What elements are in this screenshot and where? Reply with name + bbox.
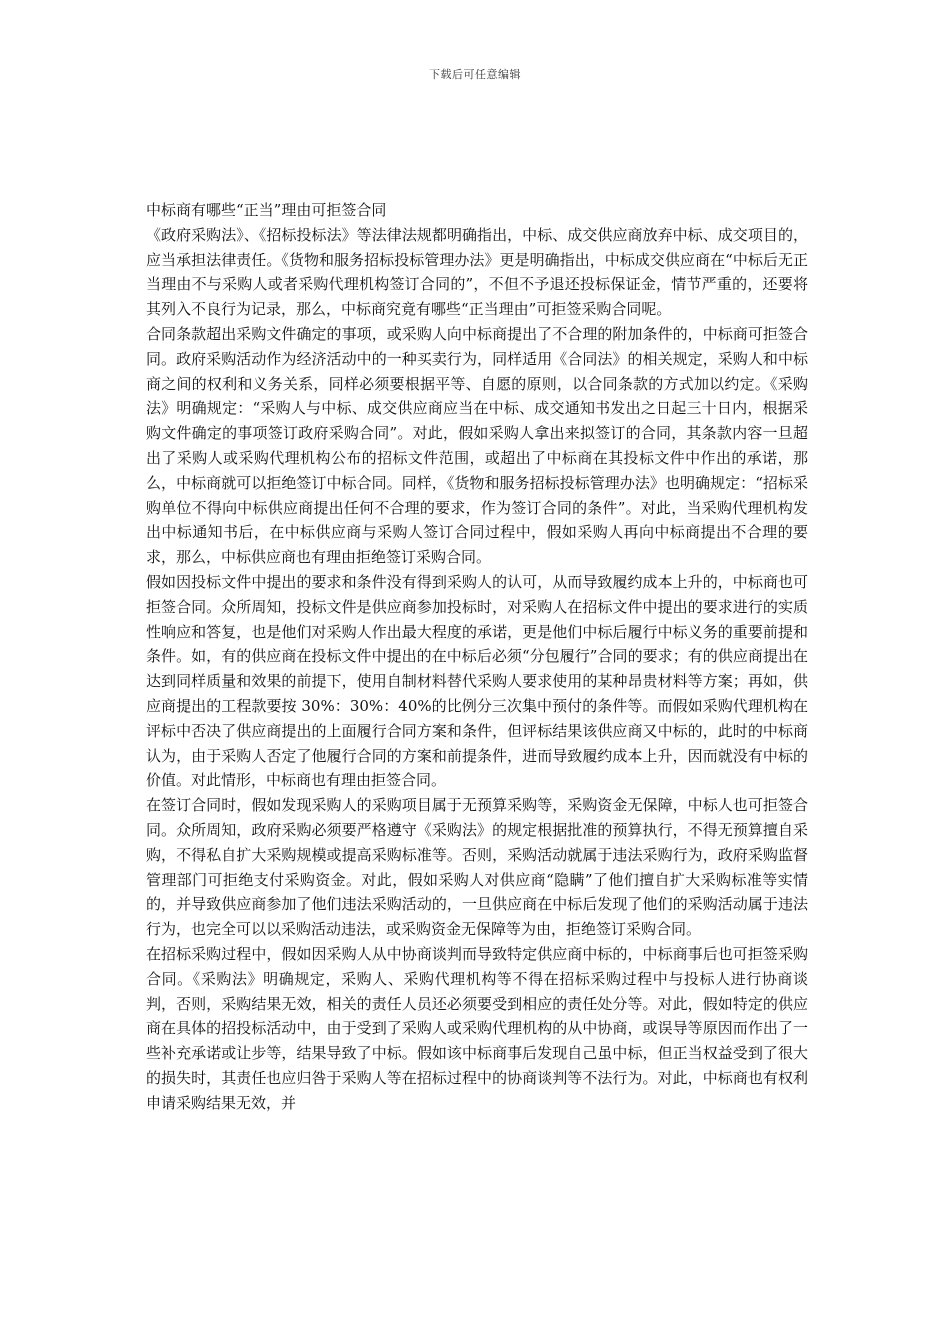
paragraph-contract-terms: 合同条款超出采购文件确定的事项，或采购人向中标商提出了不合理的附加条件的，中标商可拒签合同。政府采购活动作为经济活动中的一种买卖行为，同样适用《合同法》的相关规定，采购人和中标商之间的权利和义务关系，同样必须要根据平等、自愿的原则，以合同条款的方式加以约定。《采购法》明确规定：“采购人与中标、成交供应商应当在中标、成交通知书发出之日起三十日内，根据采购文件确定的事项签订政府采购合同”。对此，假如采购人拿出来拟签订的合同，其条款内容一旦超出了采购人或采购代理机构公布的招标文件范围，或超出了中标商在其投标文件中作出的承诺，那么，中标商就可以拒绝签订中标合同。同样，《货物和服务招标投标管理办法》也明确规定：“招标采购单位不得向中标供应商提出任何不合理的要求，作为签订合同的条件”。对此，当采购代理机构发出中标通知书后，在中标供应商与采购人签订合同过程中，假如采购人再向中标商提出不合理的要求，那么，中标供应商也有理由拒绝签订采购合同。 — [146, 324, 808, 567]
paragraph-negotiation: 在招标采购过程中，假如因采购人从中协商谈判而导致特定供应商中标的，中标商事后也可拒签采购合同。《采购法》明确规定，采购人、采购代理机构等不得在招标采购过程中与投标人进行协商谈判，否则，采购结果无效，相关的责任人员还必须要受到相应的责任处分等。对此，假如特定的供应商在具体的招投标活动中，由于受到了采购人或采购代理机构的从中协商，或误导等原因而作出了一些补充承诺或让步等，结果导致了中标。假如该中标商事后发现自己虽中标，但正当权益受到了很大的损失时，其责任也应归咎于采购人等在招标过程中的协商谈判等不法行为。对此，中标商也有权利申请采购结果无效，并 — [146, 944, 808, 1112]
document-title: 中标商有哪些“正当”理由可拒签合同 — [146, 201, 387, 219]
paragraph-intro: 《政府采购法》、《招标投标法》等法律法规都明确指出，中标、成交供应商放弃中标、成交项目的，应当承担法律责任。《货物和服务招标投标管理办法》更是明确指出，中标成交供应商在“中标后无正当理由不与采购人或者采购代理机构签订合同的”，不但不予退还投标保证金，情节严重的，还要将其列入不良行为记录，那么，中标商究竟有哪些“正当理由”可拒签采购合同呢。 — [146, 225, 808, 319]
page-header-text: 下载后可任意编辑 — [429, 68, 521, 81]
paragraph-bid-conditions: 假如因投标文件中提出的要求和条件没有得到采购人的认可，从而导致履约成本上升的，中标商也可拒签合同。众所周知，投标文件是供应商参加投标时，对采购人在招标文件中提出的要求进行的实质性响应和答复，也是他们对采购人作出最大程度的承诺，更是他们中标后履行中标义务的重要前提和条件。如，有的供应商在投标文件中提出的在中标后必须“分包履行”合同的要求；有的供应商提出在达到同样质量和效果的前提下，使用自制材料替代采购人要求使用的某种昂贵材料等方案；再如，供应商提出的工程款要按 30%：30%：40%的比例分三次集中预付的条件等。而假如采购代理机构在评标中否决了供应商提出的上面履行合同方案和条件，但评标结果该供应商又中标的，此时的中标商认为，由于采购人否定了他履行合同的方案和前提条件，进而导致履约成本上升，因而就没有中标的价值。对此情形，中标商也有理由拒签合同。 — [146, 572, 808, 790]
paragraph-budget: 在签订合同时，假如发现采购人的采购项目属于无预算采购等，采购资金无保障，中标人也可拒签合同。众所周知，政府采购必须要严格遵守《采购法》的规定根据批准的预算执行，不得无预算擅自采购，不得私自扩大采购规模或提高采购标准等。否则，采购活动就属于违法采购行为，政府采购监督管理部门可拒绝支付采购资金。对此，假如采购人对供应商“隐瞒”了他们擅自扩大采购标准等实情的，并导致供应商参加了他们违法采购活动的，一旦供应商在中标后发现了他们的采购活动属于违法行为，也完全可以以采购活动违法，或采购资金无保障等为由，拒绝签订采购合同。 — [146, 796, 808, 939]
document-body — [146, 198, 808, 1115]
